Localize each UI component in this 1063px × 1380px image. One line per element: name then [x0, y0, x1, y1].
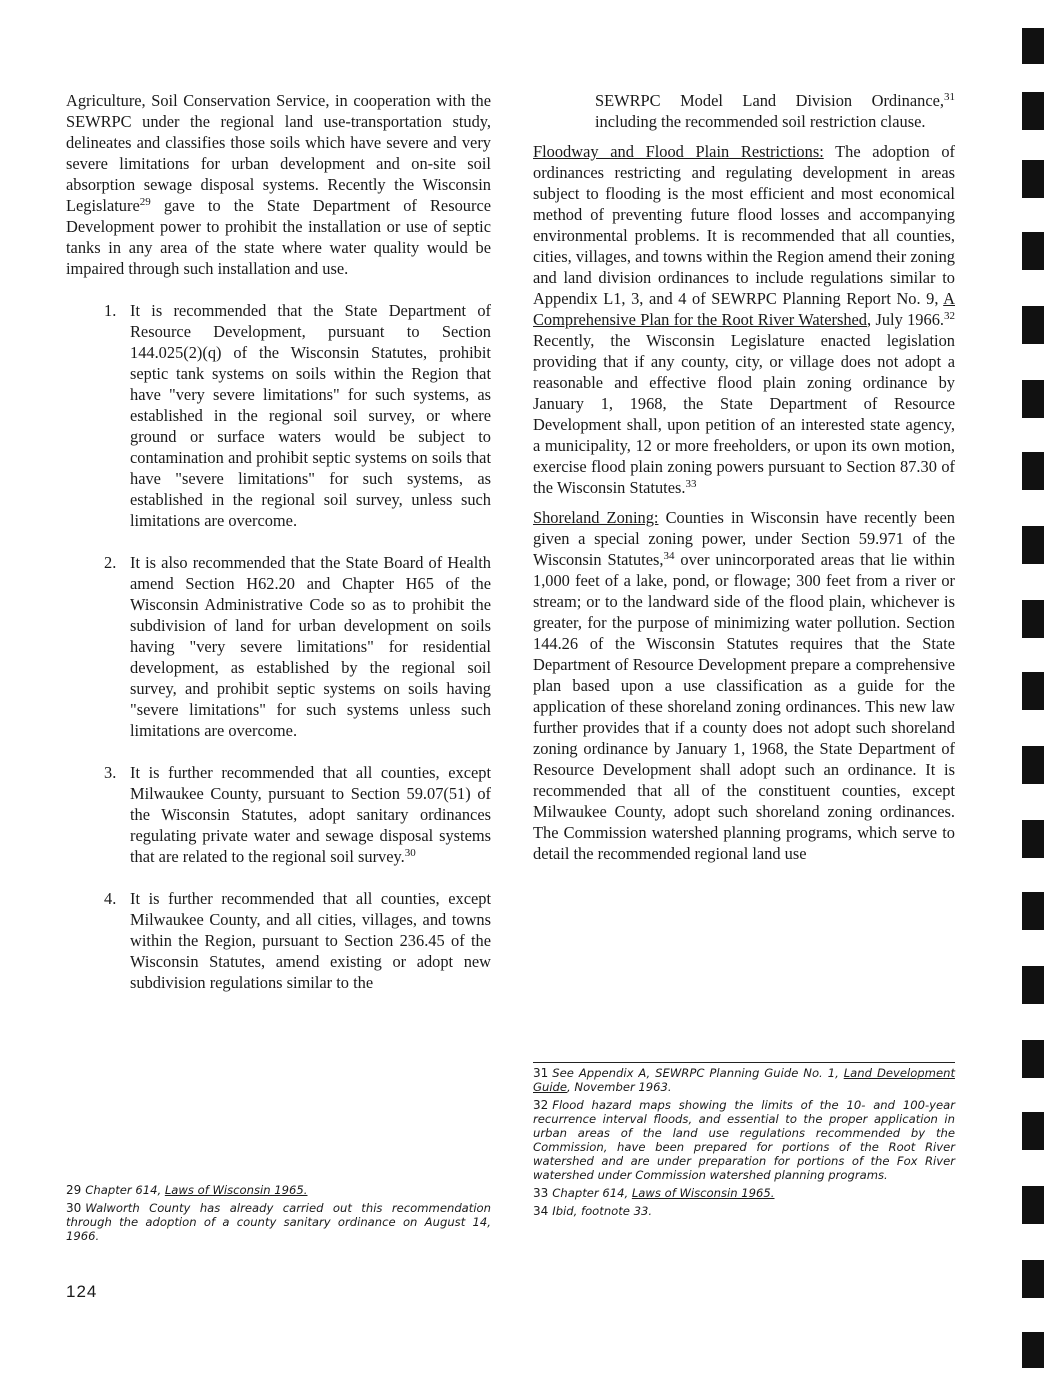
scan-edge-mark — [1022, 892, 1044, 930]
left-column — [66, 90, 491, 1014]
scan-edge-mark — [1022, 600, 1044, 638]
footnote-34: 34 Ibid, footnote 33. — [533, 1204, 653, 1218]
scan-edge-mark — [1022, 526, 1044, 564]
footnote-ref-29: 29 — [139, 196, 151, 208]
footnote-ref-31: 31 — [944, 91, 955, 103]
report-title: A Comprehensive Plan for the Root River Watershed — [533, 289, 955, 329]
scan-edge-mark — [1022, 672, 1044, 710]
scan-edge-mark — [1022, 820, 1044, 858]
footnote-30: 30 Walworth County has already carried out this recommendation through the adoption of a county sanitary ordinance on August 14, 1966. — [66, 1201, 491, 1243]
footnote-32: 32 Flood hazard maps showing the limits of the 10- and 100-year recurrence interval floods, and essential to the proper application in urban areas of the land use regulations recommended by the Commission, have been prepared for portions of the Root River watershed and are under preparation for portions of the Fox River watershed under Commission watershed planning programs. — [533, 1098, 955, 1182]
scan-edge-mark — [1022, 452, 1044, 490]
continuation-paragraph: SEWRPC Model Land Division Ordinance,$^{31}$ including the recommended soil restriction clause. — [595, 91, 955, 131]
footnote-33: 33 Chapter 614, Laws of Wisconsin 1965. — [533, 1186, 775, 1200]
shoreland-heading: Shoreland Zoning: — [533, 508, 659, 527]
footnote-divider — [533, 1062, 955, 1063]
footnote-ref-33: 33 — [685, 478, 697, 490]
scan-edge-mark — [1022, 28, 1044, 64]
scan-edge-mark — [1022, 1186, 1044, 1224]
scan-edge-mark — [1022, 92, 1044, 130]
scan-edge-mark — [1022, 1112, 1044, 1150]
intro-paragraph: Agriculture, Soil Conservation Service, in cooperation with the SEWRPC under the regional land use-transportation study, delineates and classifies those soils which have severe and very severe limitations for urban development and on-site soil absorption sewage disposal systems. Recently the Wisconsin Legislature$^{29}$ gave to the State Department of Resource Development power to prohibit the installation or use of septic tanks in any area of the state where water quality would be impaired through such installation and use. — [66, 91, 491, 278]
recommendation-item: 4. It is further recommended that all counties, except Milwaukee County, and all cities, villages, and towns within the Region, pursuant to Section 236.45 of the Wisconsin Statutes, amend existing or adopt new subdivision regulations similar to the — [104, 889, 491, 992]
footnote-31: 31 See Appendix A, SEWRPC Planning Guide No. 1, Land Development Guide, November 1963. — [533, 1066, 955, 1094]
scan-edge-mark — [1022, 160, 1044, 198]
recommendation-item: 2. It is also recommended that the State Board of Health amend Section H62.20 and Chapter H65 of the Wisconsin Administrative Code so as to prohibit the subdivision of land for urban development on soils having "very severe limitations" for residential development, as established by the regional soil survey, and prohibit septic systems on soils having "severe limitations" for such systems unless such limitations are overcome. — [104, 553, 491, 740]
floodway-paragraph: Floodway and Flood Plain Restrictions: The adoption of ordinances restricting and regulating development in areas subject to flooding is the most efficient and most economical method of preventing future flood losses and accompanying environmental problems. It is recommended that all counties, cities, villages, and towns within the Region amend their zoning and land division ordinances to include regulations similar to Appendix L1, 3, and 4 of SEWRPC Planning Report No. 9, A Comprehensive Plan for the Root River Watershed, July 1966.32 Recently, the Wisconsin Legislature enacted legislation providing that if any county, city, or village does not adopt a reasonable and effective flood plain zoning ordinance by January 1, 1968, the State Department of Resource Development shall, upon petition of an interested state agency, a municipality, 12 or more freeholders, or upon its own motion, exercise flood plain zoning powers pursuant to Section 87.30 of the Wisconsin Statutes.$^{33}$ — [533, 142, 955, 497]
recommendation-item: 3. It is further recommended that all counties, except Milwaukee County, pursuant to Section 59.07(51) of the Wisconsin Statutes, adopt sanitary ordinances regulating private water and sewage disposal systems that are related to the regional soil survey.$^{30}$ — [104, 763, 491, 866]
right-column — [533, 90, 955, 873]
recommendations-list — [66, 300, 491, 993]
scan-edge-mark — [1022, 966, 1044, 1004]
right-footnotes — [533, 1062, 955, 1222]
scan-edge-mark — [1022, 232, 1044, 270]
scan-edge-mark — [1022, 1332, 1044, 1368]
footnote-ref-32: 32 — [944, 310, 955, 322]
left-footnotes — [66, 1183, 491, 1247]
scan-edge-mark — [1022, 306, 1044, 344]
scan-edge-mark — [1022, 746, 1044, 784]
page-number: 124 — [66, 1282, 98, 1301]
footnote-ref-34: 34 — [663, 550, 675, 562]
scan-edge-mark — [1022, 380, 1044, 418]
floodway-heading: Floodway and Flood Plain Restrictions: — [533, 142, 824, 161]
footnote-ref-30: 30 — [404, 847, 416, 859]
scan-edge-mark — [1022, 1260, 1044, 1298]
recommendation-item: 1. It is recommended that the State Department of Resource Development, pursuant to Section 144.025(2)(q) of the Wisconsin Statutes, prohibit septic tank systems on soils within the Region that have "very severe limitations" for such systems, as established in the regional soil survey, or where ground or surface waters would be subject to contamination and prohibit septic systems on soils that have "severe limitations" for such systems, as established in the regional soil survey, unless such limitations are overcome. — [104, 301, 491, 530]
shoreland-paragraph: Shoreland Zoning: Counties in Wisconsin have recently been given a special zoning power, under Section 59.971 of the Wisconsin Statutes,$^{34}$ over unincorporated areas that lie within 1,000 feet of a lake, pond, or flowage; 300 feet from a river or stream; or to the landward side of the flood plain, whichever is greater, for the purpose of minimizing water pollution. Section 144.26 of the Wisconsin Statutes requires that the State Department of Resource Development prepare a comprehensive plan based upon a use classification as a guide for the application of these shoreland zoning ordinances. This new law further provides that if a county does not adopt such shoreland zoning ordinance by January 1, 1968, the State Department of Resource Development shall adopt such an ordinance. It is recommended that all of the constituent counties, except Milwaukee County, adopt such shoreland zoning ordinances. The Commission watershed planning programs, which serve to detail the recommended regional land use — [533, 508, 955, 863]
footnote-29: 29 Chapter 614, Laws of Wisconsin 1965. — [66, 1183, 308, 1197]
scan-edge-mark — [1022, 1040, 1044, 1078]
